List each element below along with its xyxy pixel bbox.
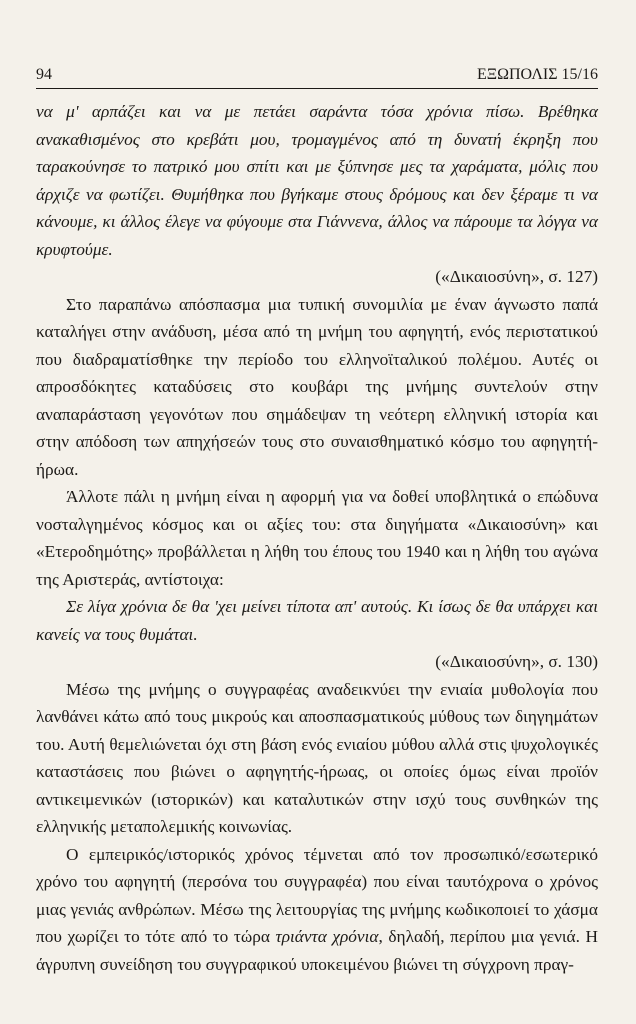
paragraph-text: , δηλαδή, περίπου μια γενιά. Η άγρυπνη συνείδηση του συγγραφικού υποκειμένου βιώνει τη σύγχρονη πραγ- <box>36 927 598 974</box>
emphasis: τριάντα χρόνια <box>275 927 379 946</box>
page-number: 94 <box>36 66 52 83</box>
quote-block: να μ' αρπάζει και να με πετάει σαράντα τόσα χρόνια πίσω. Βρέθηκα ανακαθισμένος στο κρεβάτι μου, τρομαγμένος από τη δυνατή έκρηξη που ταρακούνησε το πατρικό μου σπίτι και με ξύπνησε μες τα χαράματα, μόλις που άρχιζε να φωτίζει. Θυμήθηκα που βγήκαμε στους δρόμους και δεν ξέραμε τι να κάνουμε, κι άλλος έλεγε να φύγουμε στα Γιάννενα, άλλος να πάρουμε τα λόγγα να κρυφτούμε. <box>36 102 598 259</box>
paragraph-text: Ο εμπειρικός/ιστορικός χρόνος τέμνεται από τον προσωπικό/εσωτερικό χρόνο του αφηγητή (περσόνα του συγγραφέα) που είναι ταυτόχρονα ο χρόνος μιας γενιάς ανθρώπων. Μέσω της λειτουργίας της μνήμης κωδικοποιεί το χάσμα που χωρίζει το τότε από το τώρα <box>36 844 598 946</box>
paragraph <box>36 841 598 979</box>
citation: («Δικαιοσύνη», σ. 127) <box>435 267 598 286</box>
quote-block: Σε λίγα χρόνια δε θα 'χει μείνει τίποτα απ' αυτούς. Κι ίσως δε θα υπάρχει και κανείς να τους θυμάται. <box>36 597 598 644</box>
paragraph: Άλλοτε πάλι η μνήμη είναι η αφορμή για να δοθεί υποβλητικά ο επώδυνα νοσταλγημένος κόσμος και οι αξίες του: στα διηγήματα «Δικαιοσύνη» και «Ετεροδημότης» προβάλλεται η λήθη του έπους του 1940 και η λήθη του αγώνα της Αριστεράς, αντίστοιχα: <box>36 487 598 589</box>
paragraph: Στο παραπάνω απόσπασμα μια τυπική συνομιλία με έναν άγνωστο παπά καταλήγει στην ανάδυση, μέσα από τη μνήμη του αφηγητή, ενός περιστατικού που διαδραματίσθηκε την περίοδο του ελληνοϊταλικού πολέμου. Αυτές οι απροσδόκητες καταδύσεις στο κουβάρι της μνήμης συντελούν στην αναπαράσταση γεγονότων που σημάδεψαν τη νεότερη ελληνική ιστορία και στην απόδοση των απηχήσεών τους στο συναισθηματικό κόσμο του αφηγητή-ήρωα. <box>36 294 598 479</box>
page-body <box>36 98 598 978</box>
journal-title: ΕΞΩΠΟΛΙΣ 15/16 <box>477 66 598 83</box>
citation: («Δικαιοσύνη», σ. 130) <box>435 652 598 671</box>
running-header <box>36 66 598 89</box>
paragraph: Μέσω της μνήμης ο συγγραφέας αναδεικνύει την ενιαία μυθολογία που λανθάνει κάτω από τους μικρούς και αποσπασματικούς μύθους των διηγημάτων του. Αυτή θεμελιώνεται όχι στη βάση ενός ενιαίου μύθου αλλά στις ψυχολογικές καταστάσεις που βιώνει ο αφηγητής-ήρωας, οι οποίες όμως είναι προϊόν αντικειμενικών (ιστορικών) και καταλυτικών στην ισχύ τους συνθηκών της ελληνικής μεταπολεμικής κοινωνίας. <box>36 679 598 836</box>
